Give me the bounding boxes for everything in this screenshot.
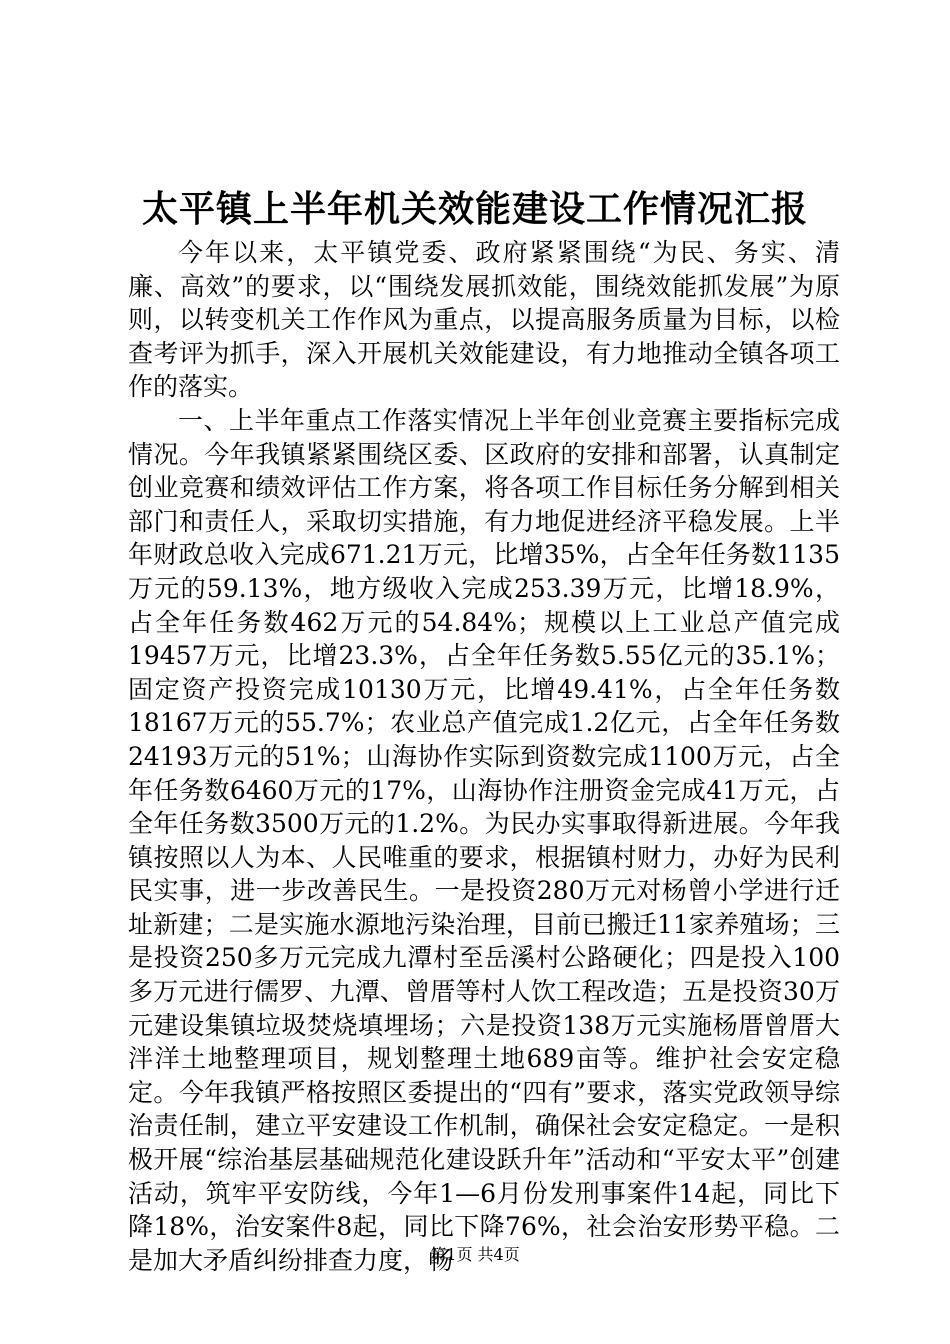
paragraph-intro: 今年以来，太平镇党委、政府紧紧围绕“为民、务实、清廉、高效”的要求，以“围绕发展抓效能，围绕效能抓发展”为原则，以转变机关工作作风为重点，以提高服务质量为目标，以检查考评为抓手，深入开展机关效能建设，有力地推动全镇各项工作的落实。: [128, 238, 840, 402]
document-body: [128, 236, 840, 1277]
page-number-footer: 第1页 共4页: [430, 1245, 520, 1264]
document-title: 太平镇上半年机关效能建设工作情况汇报: [141, 189, 808, 230]
paragraph-section-one: 一、上半年重点工作落实情况上半年创业竞赛主要指标完成情况。今年我镇紧紧围绕区委、区政府的安排和部署，认真制定创业竞赛和绩效评估工作方案，将各项工作目标任务分解到相关部门和责任人，采取切实措施，有力地促进经济平稳发展。上半年财政总收入完成671.21万元，比增35%，占全年任务数1135万元的59.13%，地方级收入完成253.39万元，比增18.9%，占全年任务数462万元的54.84%；规模以上工业总产值完成19457万元，比增23.3%，占全年任务数5.55亿元的35.1%；固定资产投资完成10130万元，比增49.41%，占全年任务数18167万元的55.7%；农业总产值完成1.2亿元，占全年任务数24193万元的51%；山海协作实际到资数完成1100万元，占全年任务数6460万元的17%，山海协作注册资金完成41万元，占全年任务数3500万元的1.2%。为民办实事取得新进展。今年我镇按照以人为本、人民唯重的要求，根据镇村财力，办好为民利民实事，进一步改善民生。一是投资280万元对杨曾小学进行迁址新建；二是实施水源地污染治理，目前已搬迁11家养殖场；三是投资250多万元完成九潭村至岳溪村公路硬化；四是投入100多万元进行儒罗、九潭、曾厝等村人饮工程改造；五是投资30万元建设集镇垃圾焚烧填埋场；六是投资138万元实施杨厝曾厝大泮洋土地整理项目，规划整理土地689亩等。维护社会安定稳定。今年我镇严格按照区委提出的“四有”要求，落实党政领导综治责任制，建立平安建设工作机制，确保社会安定稳定。一是积极开展“综治基层基础规范化建设跃升年”活动和“平安太平”创建活动，筑牢平安防线，今年1—6月份发刑事案件14起，同比下降18%，治安案件8起，同比下降76%，社会治安形势平稳。二是加大矛盾纠纷排查力度，畅: [128, 405, 840, 1275]
